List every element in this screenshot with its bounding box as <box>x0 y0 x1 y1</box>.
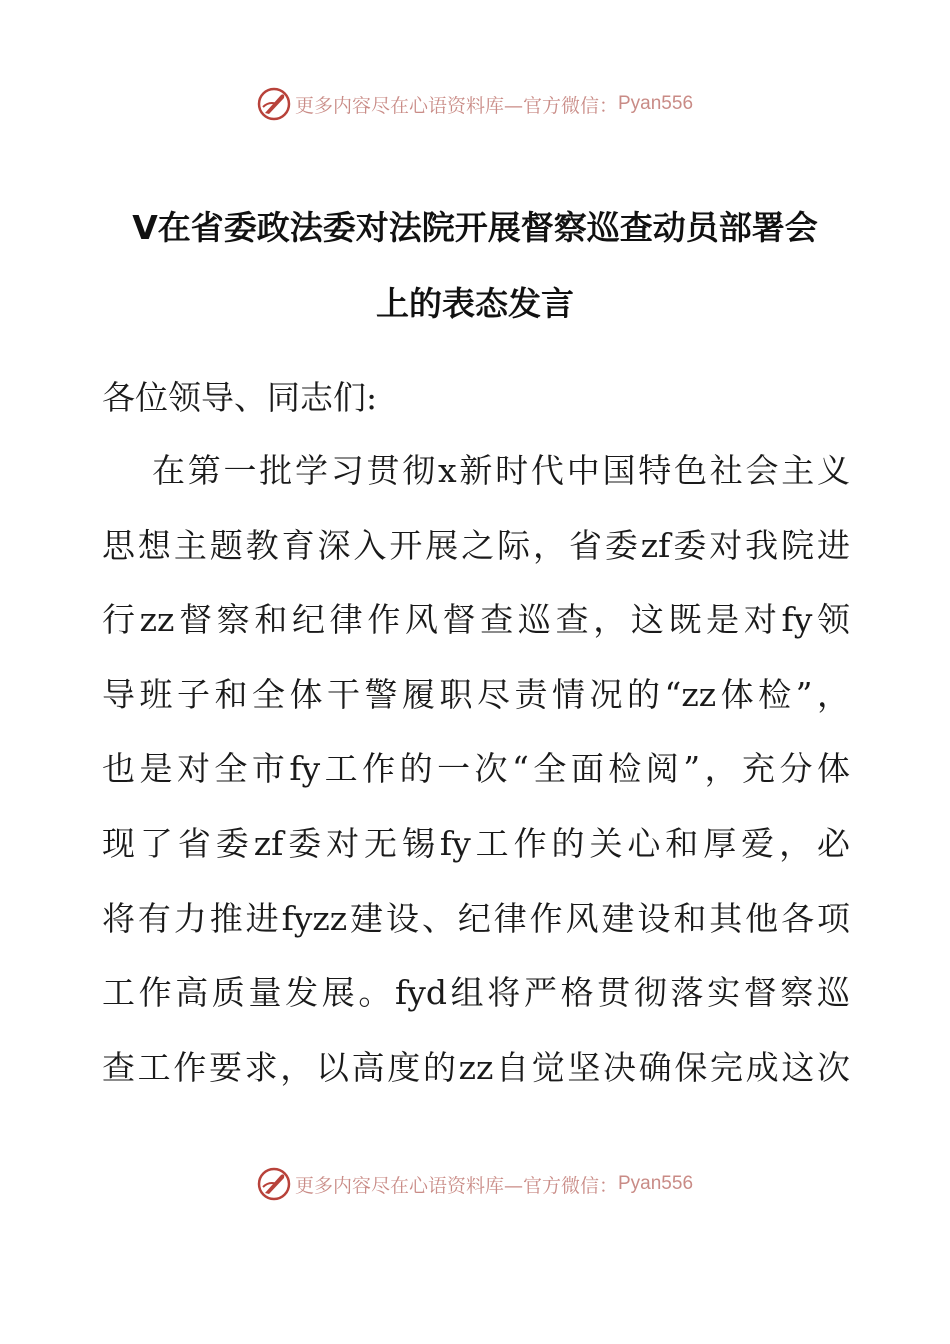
watermark-text: 更多内容尽在心语资料库—官方微信： <box>294 94 618 117</box>
body-line: 思想主题教育深入开展之际，省委zf委对我院进 <box>102 526 850 565</box>
watermark-wechat-id: Pyan556 <box>618 93 694 114</box>
body-line: 行zz督察和纪律作风督查巡查，这既是对fy领 <box>102 600 850 639</box>
watermark-wechat-id: Pyan556 <box>618 1173 694 1194</box>
footer-watermark-banner <box>0 1164 950 1204</box>
body-line: 现了省委zf委对无锡fy工作的关心和厚爱，必 <box>102 824 850 863</box>
body-line: 查工作要求，以高度的zz自觉坚决确保完成这次 <box>102 1048 850 1087</box>
watermark-text: 更多内容尽在心语资料库—官方微信： <box>294 1174 618 1197</box>
body-line: 导班子和全体干警履职尽责情况的“zz体检”， <box>102 675 850 714</box>
body-line: 工作高质量发展。fyd组将严格贯彻落实督察巡 <box>102 973 850 1012</box>
quill-logo-icon <box>257 87 291 121</box>
header-watermark-banner <box>0 84 950 124</box>
document-title-line-2: 上的表态发言 <box>376 284 574 323</box>
salutation: 各位领导、同志们: <box>102 378 378 417</box>
body-line: 将有力推进fyzz建设、纪律作风建设和其他各项 <box>102 899 850 938</box>
document-title-line-1: V在省委政法委对法院开展督察巡查动员部署会 <box>132 208 818 247</box>
quill-logo-icon <box>257 1167 291 1201</box>
body-line: 在第一批学习贯彻x新时代中国特色社会主义 <box>152 451 850 490</box>
body-line: 也是对全市fy工作的一次“全面检阅”，充分体 <box>102 749 850 788</box>
